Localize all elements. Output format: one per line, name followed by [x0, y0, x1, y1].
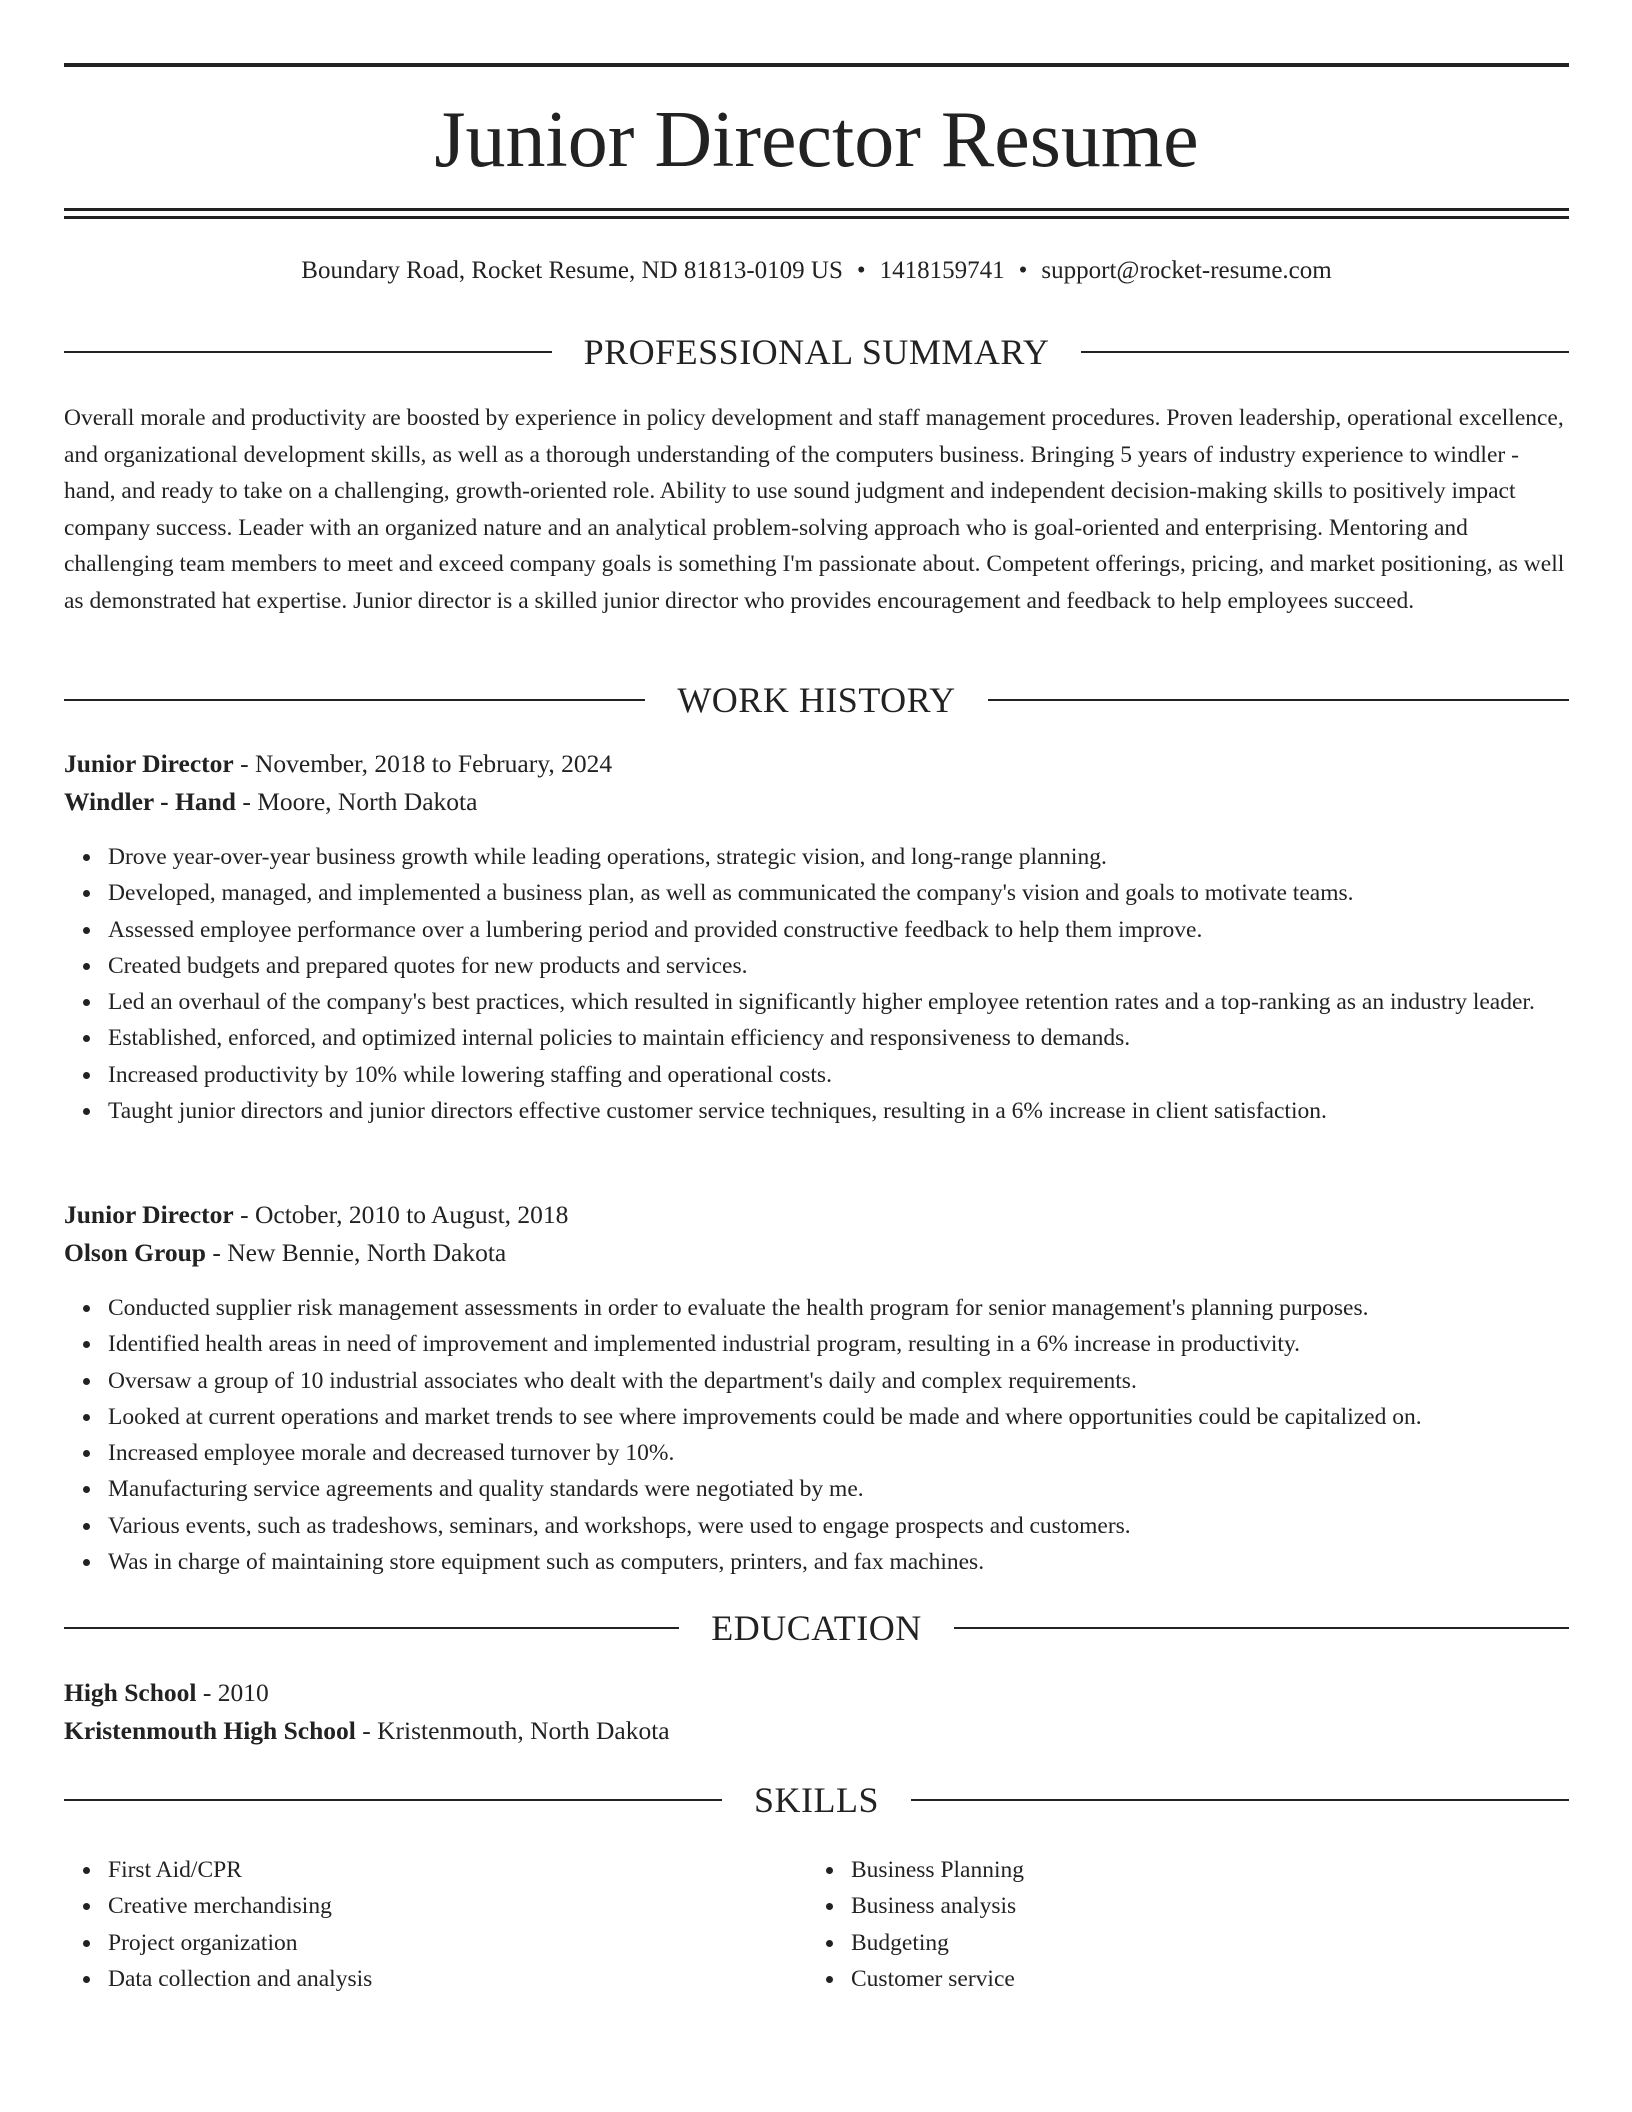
job-title-line	[64, 746, 1569, 782]
job-bullet: Assessed employee performance over a lumbering period and provided constructive feedback to help them improve.	[108, 912, 1569, 948]
section-rule	[954, 1627, 1569, 1629]
section-rule	[64, 1627, 679, 1629]
job-bullets	[64, 839, 1569, 1129]
job-bullets	[64, 1290, 1569, 1580]
job-bullet: Conducted supplier risk management assessments in order to evaluate the health program for senior management's planning purposes.	[108, 1290, 1569, 1326]
resume-title: Junior Director Resume	[434, 96, 1199, 184]
job-location: - New Bennie, North Dakota	[205, 1238, 507, 1267]
job-title: Junior Director	[64, 749, 234, 778]
contact-phone: 1418159741	[879, 257, 1005, 284]
job-company-line	[64, 1235, 1569, 1271]
contact-separator: •	[856, 257, 866, 284]
header-top-rule	[64, 63, 1569, 67]
job-bullet: Was in charge of maintaining store equipment such as computers, printers, and fax machines.	[108, 1544, 1569, 1580]
skill-item: Business Planning	[851, 1852, 1567, 1888]
section-header-summary	[64, 330, 1569, 374]
job-bullet: Various events, such as tradeshows, seminars, and workshops, were used to engage prospects and customers.	[108, 1508, 1569, 1544]
education-school-line	[64, 1713, 1569, 1749]
job-company: Olson Group	[64, 1238, 206, 1267]
education-degree: High School	[64, 1678, 197, 1707]
job-bullet: Created budgets and prepared quotes for new products and services.	[108, 948, 1569, 984]
skill-item: Project organization	[108, 1925, 804, 1961]
section-header-skills	[64, 1778, 1569, 1822]
contact-email: support@rocket-resume.com	[1041, 257, 1332, 284]
section-rule	[64, 351, 552, 353]
header-double-rule-upper	[64, 208, 1569, 211]
section-title: WORK HISTORY	[677, 680, 956, 720]
job-bullet: Manufacturing service agreements and quality standards were negotiated by me.	[108, 1471, 1569, 1507]
job-title: Junior Director	[64, 1200, 234, 1229]
summary-paragraph: Overall morale and productivity are boosted by experience in policy development and staff management procedures. Proven leadership, operational excellence, and organizational development skills, as well as a thorough understanding of the computers business. Bringing 5 years of industry experience to windler - hand, and ready to take on a challenging, growth-oriented role. Ability to use sound judgment and independent decision-making skills to positively impact company success. Leader with an organized nature and an analytical problem-solving approach who is goal-oriented and enterprising. Mentoring and challenging team members to meet and exceed company goals is something I'm passionate about. Competent offerings, pricing, and market positioning, as well as demonstrated hat expertise. Junior director is a skilled junior director who provides encouragement and feedback to help employees succeed.	[64, 405, 1565, 614]
contact-separator: •	[1018, 257, 1028, 284]
skill-item: First Aid/CPR	[108, 1852, 804, 1888]
section-title: SKILLS	[754, 1780, 880, 1820]
skill-item: Data collection and analysis	[108, 1961, 804, 1997]
section-title: EDUCATION	[711, 1608, 922, 1648]
section-header-education	[64, 1606, 1569, 1650]
contact-address: Boundary Road, Rocket Resume, ND 81813-0109 US	[301, 257, 843, 284]
job-bullet: Looked at current operations and market trends to see where improvements could be made and where opportunities could be capitalized on.	[108, 1399, 1569, 1435]
job-company-line	[64, 784, 1569, 820]
job-bullet: Identified health areas in need of improvement and implemented industrial program, resulting in a 6% increase in productivity.	[108, 1326, 1569, 1362]
section-header-work	[64, 678, 1569, 722]
job-bullet: Taught junior directors and junior directors effective customer service techniques, resulting in a 6% increase in client satisfaction.	[108, 1093, 1569, 1129]
skill-item: Budgeting	[851, 1925, 1567, 1961]
contact-line	[64, 254, 1569, 288]
section-rule	[64, 699, 645, 701]
section-rule	[911, 1799, 1569, 1801]
skill-item: Customer service	[851, 1961, 1567, 1997]
section-rule	[1081, 351, 1569, 353]
skills-list-right	[807, 1852, 1567, 1997]
header-double-rule-lower	[64, 216, 1569, 219]
education-degree-line	[64, 1675, 1569, 1711]
education-year: - 2010	[196, 1678, 269, 1707]
job-bullet: Drove year-over-year business growth while leading operations, strategic vision, and long-range planning.	[108, 839, 1569, 875]
section-title: PROFESSIONAL SUMMARY	[583, 332, 1050, 372]
skill-item: Creative merchandising	[108, 1888, 804, 1924]
section-rule	[988, 699, 1569, 701]
job-bullet: Established, enforced, and optimized internal policies to maintain efficiency and responsiveness to demands.	[108, 1020, 1569, 1056]
section-rule	[64, 1799, 722, 1801]
job-bullet: Increased employee morale and decreased turnover by 10%.	[108, 1435, 1569, 1471]
job-location: - Moore, North Dakota	[235, 787, 478, 816]
job-dates: - October, 2010 to August, 2018	[233, 1200, 569, 1229]
job-company: Windler - Hand	[64, 787, 236, 816]
job-title-line	[64, 1197, 1569, 1233]
education-school: Kristenmouth High School	[64, 1716, 356, 1745]
education-location: - Kristenmouth, North Dakota	[355, 1716, 670, 1745]
job-bullet: Led an overhaul of the company's best practices, which resulted in significantly higher employee retention rates and a top-ranking as an industry leader.	[108, 984, 1569, 1020]
job-bullet: Oversaw a group of 10 industrial associates who dealt with the department's daily and complex requirements.	[108, 1363, 1569, 1399]
job-dates: - November, 2018 to February, 2024	[233, 749, 613, 778]
job-bullet: Developed, managed, and implemented a business plan, as well as communicated the company's vision and goals to motivate teams.	[108, 875, 1569, 911]
skills-list-left	[64, 1852, 804, 1997]
job-bullet: Increased productivity by 10% while lowering staffing and operational costs.	[108, 1057, 1569, 1093]
skill-item: Business analysis	[851, 1888, 1567, 1924]
